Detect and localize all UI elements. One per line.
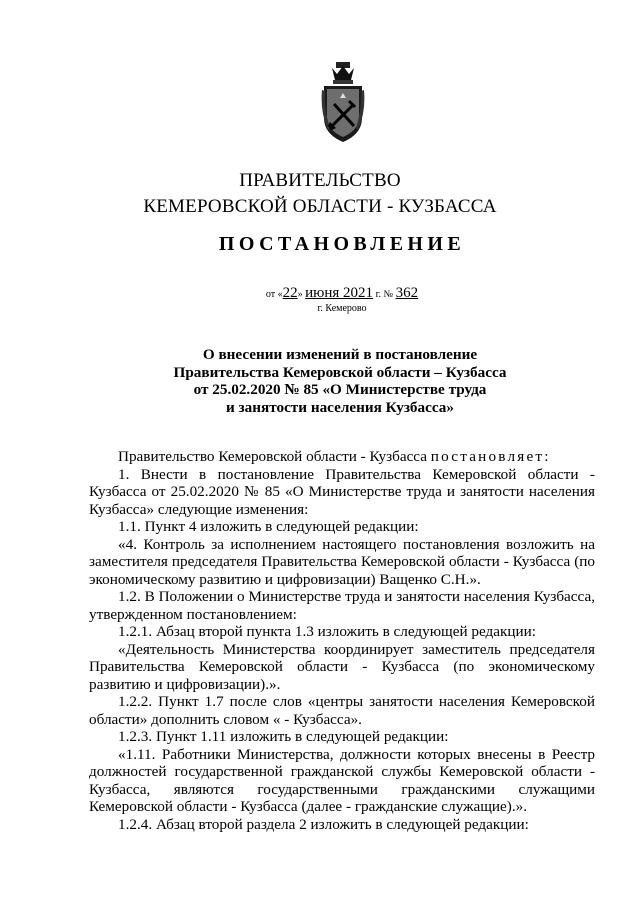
document-type-heading: ПОСТАНОВЛЕНИЕ: [218, 233, 466, 255]
date-close-quote: »: [297, 289, 303, 300]
paragraph: 1.2.4. Абзац второй раздела 2 изложить в следующей редакции:: [118, 815, 529, 833]
document-title: [140, 346, 540, 416]
date-month-year: июня 2021: [305, 285, 374, 301]
title-line: Правительства Кемеровской области – Кузбасса: [173, 363, 507, 381]
paragraph: 1.2.2. Пункт 1.7 после слов «центры занятости населения Кемеровской области» дополнить словом « - Кузбасса».: [89, 693, 595, 728]
intro-prefix: Правительство Кемеровской области - Кузбасса: [118, 448, 431, 465]
intro-spaced-word: постановляет: [430, 448, 545, 465]
document-number: 362: [395, 285, 419, 301]
coat-of-arms-icon: [318, 60, 368, 144]
paragraph: «4. Контроль за исполнением настоящего постановления возложить на заместителя председателя Правительства Кемеровской области - Кузбасса (по экономическому развитию и цифровизации) Ващенко С.Н.».: [89, 535, 595, 588]
number-sign: №: [383, 289, 394, 300]
paragraph: 1.1. Пункт 4 изложить в следующей редакции:: [118, 518, 419, 535]
paragraph: «1.11. Работники Министерства, должности которых внесены в Реестр должностей государственной гражданской службы Кемеровской области - Кузбасса, являются государственными гражданскими служащими Кемеровской области - Кузбасса (далее - гражданские служащие).».: [89, 745, 595, 815]
intro-suffix: :: [544, 448, 549, 465]
paragraph: 1.2. В Положении о Министерстве труда и занятости населения Кузбасса, утвержденном постановлением:: [89, 588, 595, 623]
organization-name-line1: ПРАВИТЕЛЬСТВО: [239, 170, 401, 191]
title-line: и занятости населения Кузбасса»: [226, 398, 454, 416]
date-year-suffix: г.: [375, 289, 382, 300]
date-prefix: от «: [265, 289, 283, 300]
document-body: [89, 448, 595, 833]
paragraph: 1.2.1. Абзац второй пункта 1.3 изложить в следующей редакции:: [118, 623, 537, 640]
intro-paragraph: [89, 448, 595, 466]
paragraph: 1.2.3. Пункт 1.11 изложить в следующей редакции:: [118, 728, 449, 745]
paragraph: 1. Внести в постановление Правительства Кемеровской области - Кузбасса от 25.02.2020 № 85 «О Министерстве труда и занятости населения Кузбасса» следующие изменения:: [89, 465, 595, 518]
document-date-number-line: [0, 285, 640, 302]
paragraph: «Деятельность Министерства координирует заместитель председателя Правительства Кемеровской области - Кузбасса (по экономическому развитию и цифровизации).».: [89, 640, 595, 693]
title-line: от 25.02.2020 № 85 «О Министерстве труда: [193, 381, 487, 399]
document-city: г. Кемерово: [317, 303, 367, 314]
organization-name-line2: КЕМЕРОВСКОЙ ОБЛАСТИ - КУЗБАССА: [143, 196, 497, 217]
title-line: О внесении изменений в постановление: [202, 346, 478, 363]
date-day: 22: [282, 285, 298, 301]
